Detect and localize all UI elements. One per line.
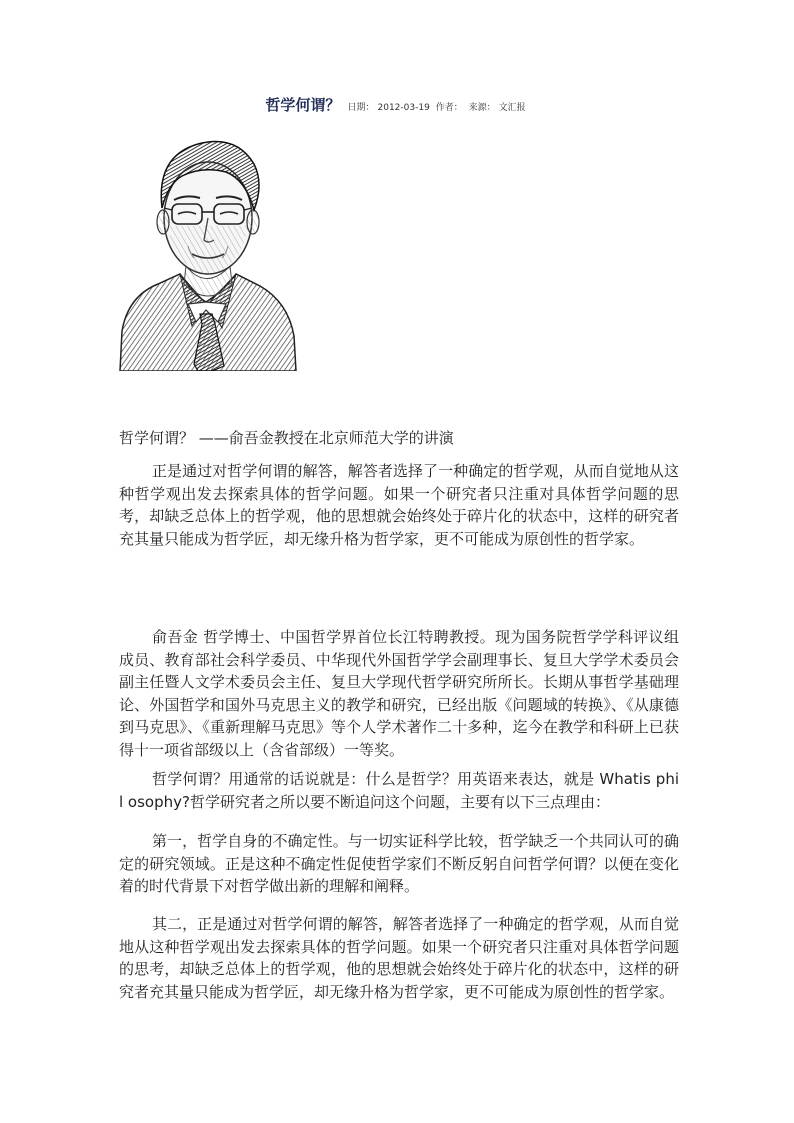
paragraph-reason-two: 其二，正是通过对哲学何谓的解答，解答者选择了一种确定的哲学观，从而自觉地从这种哲学观出发去探索具体的哲学问题。如果一个研究者只注重对具体哲学问题的思考，却缺乏总体上的哲学观，他的思想就会始终处于碎片化的状态中，这样的研究者充其量只能成为哲学匠，却无缘升格为哲学家，更不可能成为原创性的哲学家。 xyxy=(119,915,679,1001)
date-label: 日期： xyxy=(347,103,375,113)
author-label: 作者： xyxy=(435,103,463,113)
date-value: 2012-03-19 xyxy=(377,103,430,113)
article-meta xyxy=(347,103,528,113)
article-header xyxy=(0,94,794,115)
paragraph-intro: 正是通过对哲学何谓的解答，解答者选择了一种确定的哲学观，从而自觉地从这种哲学观出发去探索具体的哲学问题。如果一个研究者只注重对具体哲学问题的思考，却缺乏总体上的哲学观，他的思想就会始终处于碎片化的状态中，这样的研究者充其量只能成为哲学匠，却无缘升格为哲学家，更不可能成为原创性的哲学家。 xyxy=(119,462,679,548)
article-subtitle: 哲学何谓？ ——俞吾金教授在北京师范大学的讲演 xyxy=(119,429,454,447)
article-title: 哲学何谓？ xyxy=(265,96,341,114)
author-portrait xyxy=(118,126,298,371)
paragraph-author-bio: 俞吾金 哲学博士、中国哲学界首位长江特聘教授。现为国务院哲学学科评议组成员、教育部社会科学委员、中华现代外国哲学学会副理事长、复旦大学学术委员会副主任暨人文学术委员会主任、复旦大学现代哲学研究所所长。长期从事哲学基础理论、外国哲学和国外马克思主义的教学和研究，已经出版《问题域的转换》、《从康德到马克思》、《重新理解马克思》等个人学术著作二十多种，迄今在教学和科研上已获得十一项省部级以上（含省部级）一等奖。 xyxy=(119,628,679,759)
source-label: 来源： xyxy=(468,103,496,113)
paragraph-reason-one: 第一，哲学自身的不确定性。与一切实证科学比较，哲学缺乏一个共同认可的确定的研究领域。正是这种不确定性促使哲学家们不断反躬自问哲学何谓？以便在变化着的时代背景下对哲学做出新的理解和阐释。 xyxy=(119,832,679,895)
paragraph-question: 哲学何谓？用通常的话说就是：什么是哲学？用英语来表达，就是 Whatis phi l osophy?哲学研究者之所以要不断追问这个问题，主要有以下三点理由： xyxy=(119,770,679,811)
source-value: 文汇报 xyxy=(498,103,526,113)
portrait-sketch-icon xyxy=(118,126,298,371)
